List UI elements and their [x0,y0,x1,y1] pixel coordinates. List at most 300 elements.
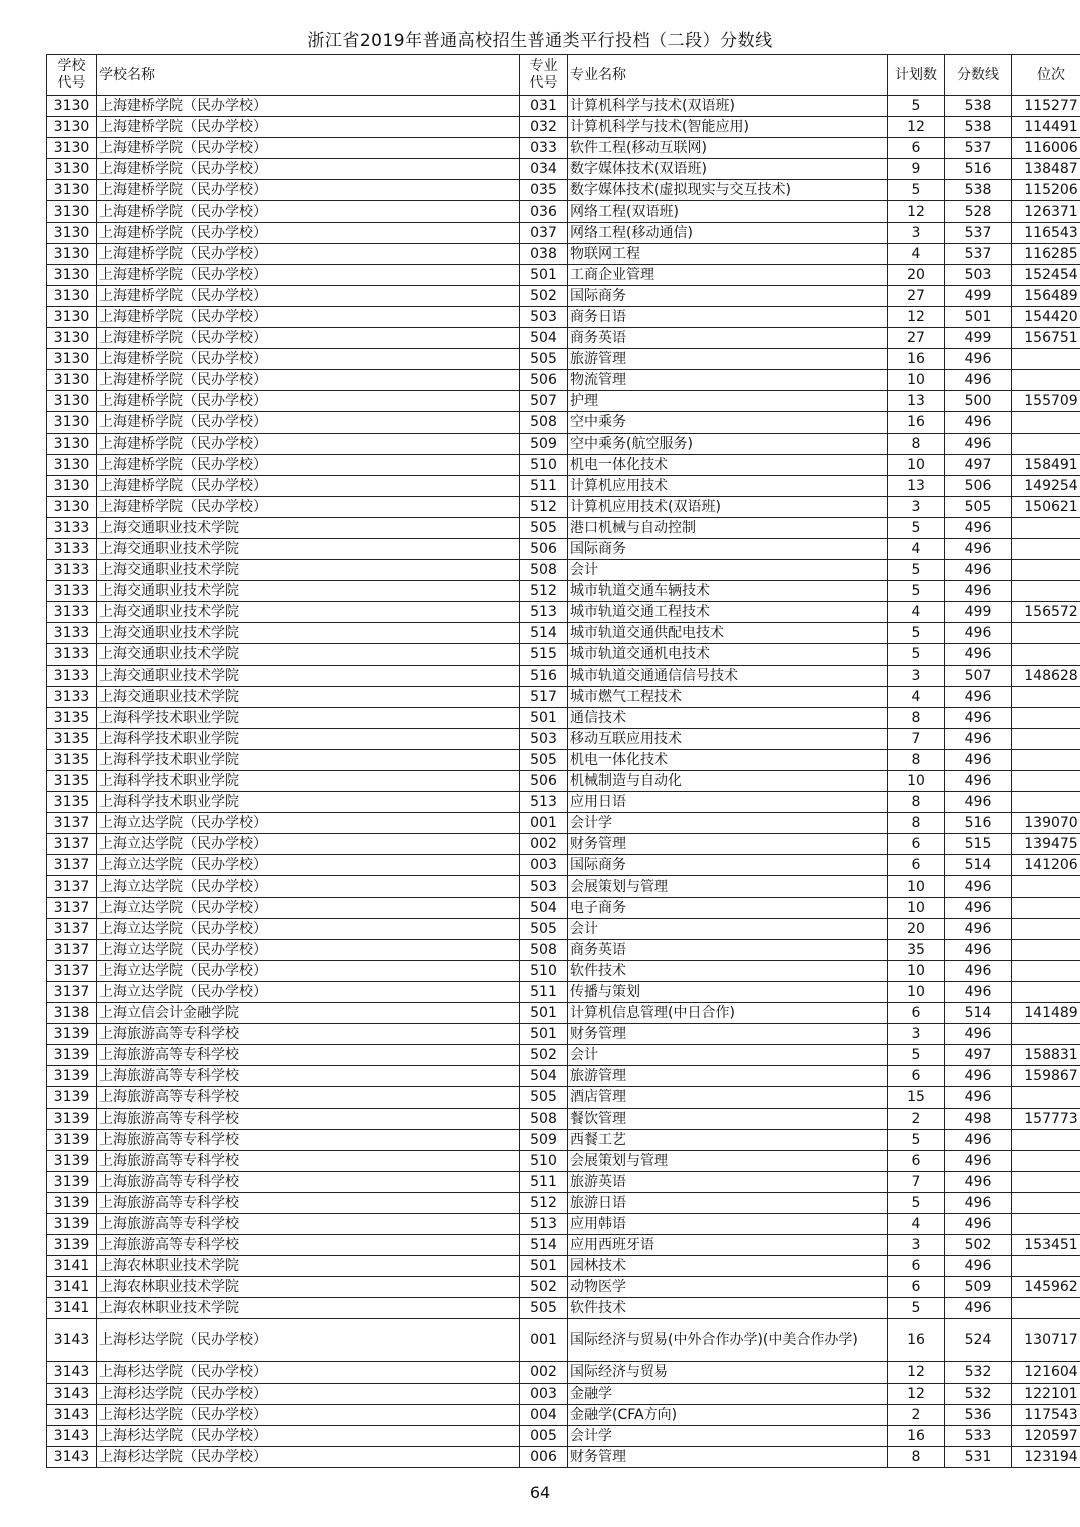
score-cell: 496 [945,876,1012,897]
table-row [47,412,1080,433]
school-code-cell: 3133 [47,560,97,581]
score-cell: 516 [945,159,1012,180]
table-row [47,1171,1080,1192]
rank-cell: 121604 [1012,1362,1080,1383]
score-cell: 505 [945,496,1012,517]
header-major-name: 专业名称 [568,55,888,96]
major-name-cell: 城市轨道交通供配电技术 [568,623,888,644]
school-name-cell: 上海杉达学院（民办学校） [97,1425,520,1446]
school-name-cell: 上海旅游高等专科学校 [97,1045,520,1066]
major-name-cell: 商务日语 [568,306,888,327]
score-cell: 507 [945,665,1012,686]
major-name-cell: 数字媒体技术(双语班) [568,159,888,180]
school-name-cell: 上海建桥学院（民办学校） [97,222,520,243]
major-code-cell: 514 [520,623,568,644]
school-name-cell: 上海建桥学院（民办学校） [97,496,520,517]
rank-cell [1012,623,1080,644]
school-code-cell: 3137 [47,960,97,981]
score-cell: 514 [945,1003,1012,1024]
major-code-cell: 517 [520,686,568,707]
school-code-cell: 3141 [47,1277,97,1298]
table-row [47,1256,1080,1277]
school-name-cell: 上海建桥学院（民办学校） [97,159,520,180]
table-row [47,792,1080,813]
major-name-cell: 城市燃气工程技术 [568,686,888,707]
table-row [47,496,1080,517]
major-code-cell: 505 [520,517,568,538]
plan-cell: 10 [888,876,945,897]
rank-cell: 116006 [1012,138,1080,159]
rank-cell: 157773 [1012,1108,1080,1129]
school-name-cell: 上海旅游高等专科学校 [97,1066,520,1087]
major-code-cell: 002 [520,1362,568,1383]
major-code-cell: 516 [520,665,568,686]
major-name-cell: 电子商务 [568,897,888,918]
plan-cell: 2 [888,1108,945,1129]
table-row [47,306,1080,327]
major-name-cell: 网络工程(双语班) [568,201,888,222]
school-code-cell: 3139 [47,1108,97,1129]
rank-cell [1012,1024,1080,1045]
rank-cell: 138487 [1012,159,1080,180]
table-row [47,728,1080,749]
rank-cell [1012,771,1080,792]
major-code-cell: 036 [520,201,568,222]
plan-cell: 4 [888,686,945,707]
school-code-cell: 3130 [47,412,97,433]
header-school-code: 学校 代号 [47,55,97,96]
major-name-cell: 会计学 [568,813,888,834]
school-name-cell: 上海建桥学院（民办学校） [97,412,520,433]
school-code-cell: 3130 [47,138,97,159]
plan-cell: 15 [888,1087,945,1108]
rank-cell [1012,517,1080,538]
plan-cell: 12 [888,306,945,327]
major-name-cell: 空中乘务 [568,412,888,433]
major-code-cell: 510 [520,454,568,475]
school-name-cell: 上海建桥学院（民办学校） [97,243,520,264]
major-code-cell: 514 [520,1235,568,1256]
table-row [47,623,1080,644]
score-cell: 496 [945,623,1012,644]
header-major-code: 专业 代号 [520,55,568,96]
plan-cell: 10 [888,981,945,1002]
table-row [47,1066,1080,1087]
major-code-cell: 038 [520,243,568,264]
plan-cell: 3 [888,1024,945,1045]
table-row [47,370,1080,391]
school-name-cell: 上海科学技术职业学院 [97,749,520,770]
table-row [47,475,1080,496]
rank-cell: 148628 [1012,665,1080,686]
rank-cell [1012,1192,1080,1213]
score-cell: 496 [945,749,1012,770]
rank-cell: 141206 [1012,855,1080,876]
score-cell: 496 [945,412,1012,433]
major-code-cell: 001 [520,813,568,834]
major-name-cell: 应用西班牙语 [568,1235,888,1256]
school-name-cell: 上海建桥学院（民办学校） [97,117,520,138]
table-row [47,1192,1080,1213]
rank-cell [1012,1150,1080,1171]
school-code-cell: 3137 [47,876,97,897]
rank-cell: 150621 [1012,496,1080,517]
major-name-cell: 会展策划与管理 [568,1150,888,1171]
score-cell: 506 [945,475,1012,496]
score-cell: 496 [945,1213,1012,1234]
school-name-cell: 上海立达学院（民办学校） [97,939,520,960]
school-code-cell: 3135 [47,749,97,770]
school-name-cell: 上海建桥学院（民办学校） [97,391,520,412]
plan-cell: 4 [888,538,945,559]
plan-cell: 27 [888,328,945,349]
table-row [47,117,1080,138]
school-name-cell: 上海立达学院（民办学校） [97,834,520,855]
school-name-cell: 上海科学技术职业学院 [97,728,520,749]
plan-cell: 5 [888,1045,945,1066]
major-name-cell: 金融学 [568,1383,888,1404]
school-name-cell: 上海旅游高等专科学校 [97,1108,520,1129]
school-name-cell: 上海农林职业技术学院 [97,1298,520,1319]
table-row [47,813,1080,834]
table-row [47,159,1080,180]
table-row [47,1383,1080,1404]
rank-cell [1012,918,1080,939]
score-cell: 515 [945,834,1012,855]
school-code-cell: 3130 [47,328,97,349]
school-name-cell: 上海立达学院（民办学校） [97,876,520,897]
major-code-cell: 513 [520,1213,568,1234]
major-name-cell: 物流管理 [568,370,888,391]
major-code-cell: 512 [520,581,568,602]
table-row [47,222,1080,243]
table-row [47,180,1080,201]
score-cell: 496 [945,370,1012,391]
score-cell: 524 [945,1319,1012,1362]
school-code-cell: 3133 [47,644,97,665]
score-cell: 502 [945,1235,1012,1256]
rank-cell: 156489 [1012,285,1080,306]
school-code-cell: 3137 [47,855,97,876]
table-row [47,581,1080,602]
school-name-cell: 上海建桥学院（民办学校） [97,475,520,496]
major-code-cell: 505 [520,918,568,939]
rank-cell: 153451 [1012,1235,1080,1256]
school-name-cell: 上海交通职业技术学院 [97,644,520,665]
school-name-cell: 上海立信会计金融学院 [97,1003,520,1024]
major-code-cell: 508 [520,412,568,433]
major-name-cell: 物联网工程 [568,243,888,264]
major-name-cell: 财务管理 [568,1446,888,1467]
school-code-cell: 3135 [47,707,97,728]
score-cell: 496 [945,1171,1012,1192]
major-name-cell: 会计 [568,918,888,939]
score-cell: 496 [945,918,1012,939]
rank-cell [1012,538,1080,559]
school-code-cell: 3139 [47,1129,97,1150]
school-name-cell: 上海旅游高等专科学校 [97,1129,520,1150]
plan-cell: 8 [888,813,945,834]
score-cell: 496 [945,1192,1012,1213]
school-code-cell: 3133 [47,517,97,538]
table-row [47,876,1080,897]
plan-cell: 3 [888,222,945,243]
major-code-cell: 004 [520,1404,568,1425]
school-name-cell: 上海交通职业技术学院 [97,623,520,644]
table-row [47,1213,1080,1234]
major-name-cell: 城市轨道交通车辆技术 [568,581,888,602]
major-code-cell: 034 [520,159,568,180]
plan-cell: 5 [888,1192,945,1213]
score-cell: 538 [945,96,1012,117]
major-name-cell: 国际商务 [568,285,888,306]
school-code-cell: 3143 [47,1383,97,1404]
table-row [47,749,1080,770]
rank-cell: 115206 [1012,180,1080,201]
major-code-cell: 502 [520,1277,568,1298]
score-cell: 496 [945,1298,1012,1319]
plan-cell: 5 [888,644,945,665]
school-code-cell: 3137 [47,813,97,834]
school-code-cell: 3133 [47,538,97,559]
major-name-cell: 空中乘务(航空服务) [568,433,888,454]
rank-cell: 117543 [1012,1404,1080,1425]
major-code-cell: 508 [520,1108,568,1129]
school-name-cell: 上海科学技术职业学院 [97,771,520,792]
major-code-cell: 035 [520,180,568,201]
rank-cell [1012,1171,1080,1192]
plan-cell: 4 [888,602,945,623]
major-code-cell: 512 [520,1192,568,1213]
table-row [47,1150,1080,1171]
rank-cell [1012,1129,1080,1150]
school-name-cell: 上海旅游高等专科学校 [97,1024,520,1045]
school-name-cell: 上海建桥学院（民办学校） [97,349,520,370]
plan-cell: 4 [888,1213,945,1234]
rank-cell [1012,1298,1080,1319]
score-cell: 533 [945,1425,1012,1446]
plan-cell: 16 [888,412,945,433]
school-name-cell: 上海杉达学院（民办学校） [97,1383,520,1404]
school-code-cell: 3130 [47,222,97,243]
major-name-cell: 国际经济与贸易 [568,1362,888,1383]
plan-cell: 9 [888,159,945,180]
major-code-cell: 505 [520,349,568,370]
school-code-cell: 3130 [47,349,97,370]
school-name-cell: 上海交通职业技术学院 [97,538,520,559]
major-code-cell: 511 [520,475,568,496]
score-cell: 496 [945,686,1012,707]
rank-cell: 159867 [1012,1066,1080,1087]
rank-cell: 115277 [1012,96,1080,117]
plan-cell: 7 [888,1171,945,1192]
table-row [47,285,1080,306]
rank-cell [1012,412,1080,433]
school-name-cell: 上海建桥学院（民办学校） [97,454,520,475]
table-row [47,897,1080,918]
major-code-cell: 033 [520,138,568,159]
table-row [47,1425,1080,1446]
school-name-cell: 上海建桥学院（民办学校） [97,370,520,391]
rank-cell [1012,897,1080,918]
major-code-cell: 506 [520,370,568,391]
school-name-cell: 上海建桥学院（民办学校） [97,180,520,201]
plan-cell: 8 [888,749,945,770]
school-name-cell: 上海建桥学院（民办学校） [97,433,520,454]
major-code-cell: 001 [520,1319,568,1362]
plan-cell: 5 [888,1298,945,1319]
table-row [47,349,1080,370]
score-cell: 499 [945,328,1012,349]
score-cell: 516 [945,813,1012,834]
major-code-cell: 503 [520,728,568,749]
major-name-cell: 国际商务 [568,855,888,876]
major-name-cell: 移动互联应用技术 [568,728,888,749]
school-code-cell: 3130 [47,433,97,454]
score-cell: 499 [945,285,1012,306]
table-row [47,1404,1080,1425]
school-name-cell: 上海杉达学院（民办学校） [97,1404,520,1425]
plan-cell: 6 [888,1277,945,1298]
major-code-cell: 502 [520,285,568,306]
table-row [47,855,1080,876]
school-code-cell: 3137 [47,897,97,918]
major-code-cell: 501 [520,264,568,285]
score-cell: 496 [945,349,1012,370]
rank-cell: 126371 [1012,201,1080,222]
school-name-cell: 上海建桥学院（民办学校） [97,285,520,306]
major-name-cell: 通信技术 [568,707,888,728]
plan-cell: 7 [888,728,945,749]
school-code-cell: 3139 [47,1192,97,1213]
rank-cell: 123194 [1012,1446,1080,1467]
major-name-cell: 会展策划与管理 [568,876,888,897]
school-name-cell: 上海科学技术职业学院 [97,707,520,728]
school-name-cell: 上海立达学院（民办学校） [97,918,520,939]
major-name-cell: 机械制造与自动化 [568,771,888,792]
school-name-cell: 上海建桥学院（民办学校） [97,138,520,159]
school-code-cell: 3133 [47,623,97,644]
plan-cell: 10 [888,370,945,391]
school-code-cell: 3135 [47,728,97,749]
plan-cell: 3 [888,496,945,517]
table-row [47,560,1080,581]
major-name-cell: 餐饮管理 [568,1108,888,1129]
major-code-cell: 501 [520,1024,568,1045]
school-name-cell: 上海立达学院（民办学校） [97,897,520,918]
school-code-cell: 3130 [47,370,97,391]
score-cell: 538 [945,180,1012,201]
score-cell: 509 [945,1277,1012,1298]
major-name-cell: 商务英语 [568,328,888,349]
school-code-cell: 3139 [47,1066,97,1087]
rank-cell [1012,792,1080,813]
score-cell: 537 [945,222,1012,243]
school-code-cell: 3138 [47,1003,97,1024]
school-name-cell: 上海交通职业技术学院 [97,517,520,538]
score-cell: 537 [945,138,1012,159]
table-row [47,644,1080,665]
plan-cell: 5 [888,96,945,117]
school-name-cell: 上海交通职业技术学院 [97,686,520,707]
major-name-cell: 软件技术 [568,1298,888,1319]
major-code-cell: 506 [520,538,568,559]
major-code-cell: 501 [520,1003,568,1024]
table-row [47,1087,1080,1108]
major-code-cell: 508 [520,939,568,960]
major-name-cell: 财务管理 [568,834,888,855]
major-code-cell: 002 [520,834,568,855]
school-code-cell: 3135 [47,771,97,792]
school-code-cell: 3130 [47,180,97,201]
major-code-cell: 501 [520,707,568,728]
table-row [47,939,1080,960]
table-row [47,328,1080,349]
major-code-cell: 511 [520,981,568,1002]
table-row [47,1277,1080,1298]
major-name-cell: 园林技术 [568,1256,888,1277]
school-name-cell: 上海旅游高等专科学校 [97,1171,520,1192]
school-name-cell: 上海杉达学院（民办学校） [97,1362,520,1383]
major-code-cell: 511 [520,1171,568,1192]
school-code-cell: 3137 [47,918,97,939]
major-name-cell: 金融学(CFA方向) [568,1404,888,1425]
school-code-cell: 3139 [47,1213,97,1234]
table-row [47,264,1080,285]
table-row [47,1129,1080,1150]
major-code-cell: 509 [520,433,568,454]
rank-cell: 114491 [1012,117,1080,138]
table-row [47,981,1080,1002]
major-name-cell: 酒店管理 [568,1087,888,1108]
major-code-cell: 503 [520,306,568,327]
plan-cell: 6 [888,138,945,159]
table-row [47,1235,1080,1256]
major-code-cell: 501 [520,1256,568,1277]
school-name-cell: 上海旅游高等专科学校 [97,1235,520,1256]
plan-cell: 10 [888,897,945,918]
plan-cell: 6 [888,1256,945,1277]
major-name-cell: 会计学 [568,1425,888,1446]
school-code-cell: 3139 [47,1235,97,1256]
table-row [47,1108,1080,1129]
plan-cell: 13 [888,475,945,496]
plan-cell: 5 [888,1129,945,1150]
table-row [47,454,1080,475]
school-code-cell: 3143 [47,1404,97,1425]
major-name-cell: 应用韩语 [568,1213,888,1234]
school-name-cell: 上海科学技术职业学院 [97,792,520,813]
major-code-cell: 503 [520,876,568,897]
plan-cell: 16 [888,1425,945,1446]
major-code-cell: 506 [520,771,568,792]
rank-cell: 141489 [1012,1003,1080,1024]
major-code-cell: 505 [520,1087,568,1108]
table-row [47,1045,1080,1066]
plan-cell: 10 [888,960,945,981]
table-row [47,138,1080,159]
table-row [47,918,1080,939]
rank-cell [1012,686,1080,707]
school-name-cell: 上海旅游高等专科学校 [97,1192,520,1213]
major-code-cell: 504 [520,1066,568,1087]
score-cell: 496 [945,771,1012,792]
major-name-cell: 国际商务 [568,538,888,559]
rank-cell: 152454 [1012,264,1080,285]
rank-cell [1012,960,1080,981]
major-code-cell: 512 [520,496,568,517]
rank-cell [1012,749,1080,770]
